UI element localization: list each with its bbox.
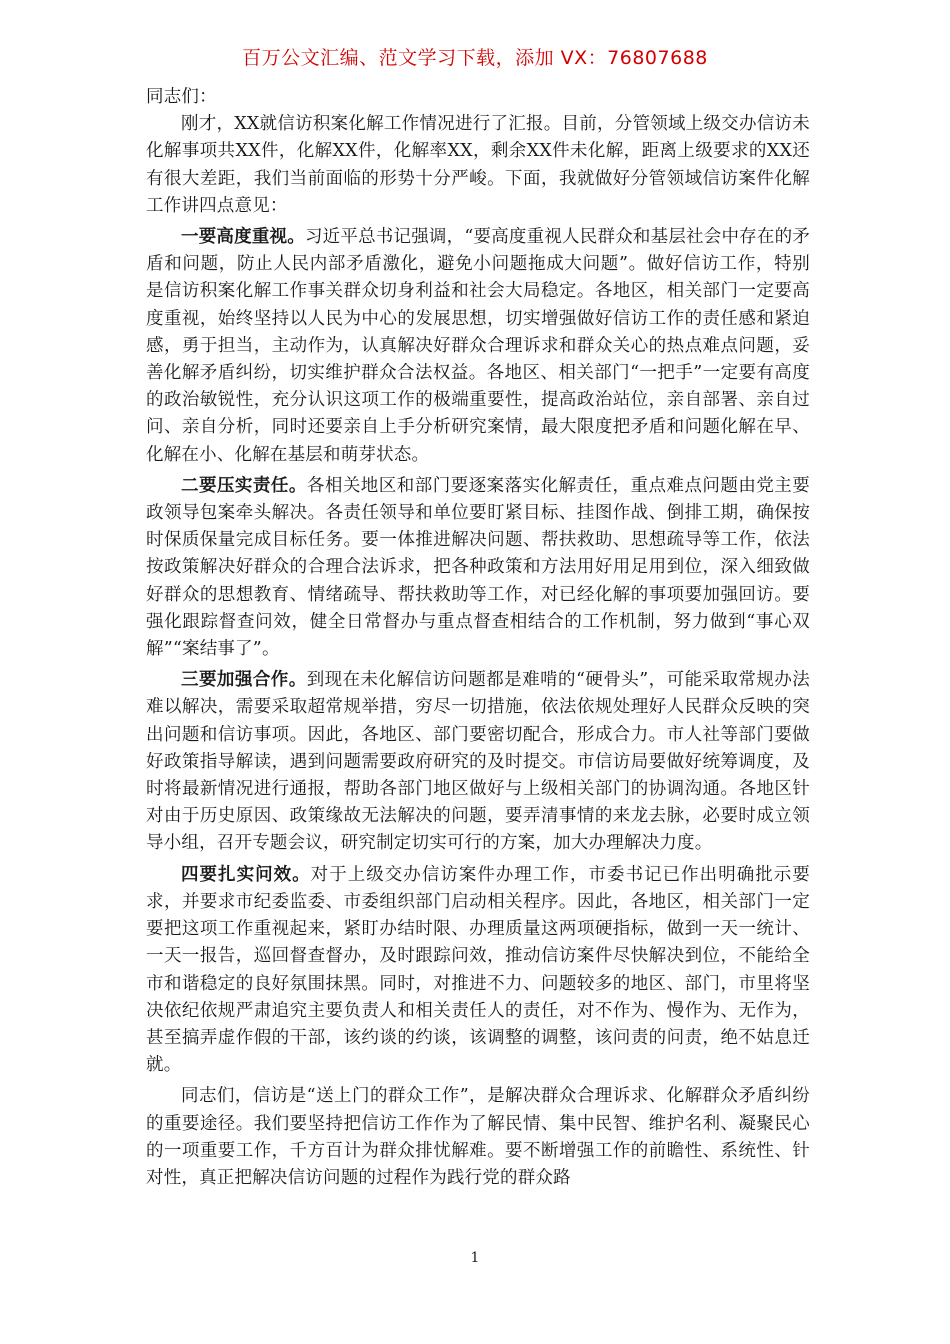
section-paragraph-2 xyxy=(146,473,810,663)
section-paragraph-4 xyxy=(146,862,810,1080)
salutation: 同志们： xyxy=(146,87,217,107)
promo-banner: 百万公文汇编、范文学习下载，添加 VX：76807688 xyxy=(242,47,708,69)
section-heading-2: 二要压实责任。 xyxy=(181,475,307,496)
page-number: 1 xyxy=(470,1250,480,1266)
section-body-3: 到现在未化解信访问题都是难啃的“硬骨头”，可能采取常规办法难以解决，需要采取超常规举措，穷尽一切措施，依法依规处理好人民群众反映的突出问题和信访事项。因此，各地区、部门要密切配合，形成合力。市人社等部门要做好政策指导解读，遇到问题需要政府研究的及时提交。市信访局要做好统筹调度，及时将最新情况进行通报，帮助各部门地区做好与上级相关部门的协调沟通。各地区针对由于历史原因、政策缘故无法解决的问题，要弄清事情的来龙去脉，必要时成立领导小组，召开专题会议，研究制定切实可行的方案，加大办理解决力度。 xyxy=(146,670,810,854)
intro-paragraph: 刚才，XX就信访积案化解工作情况进行了汇报。目前，分管领域上级交办信访未化解事项共XX件，化解XX件，化解率XX，剩余XX件未化解，距离上级要求的XX还有很大差距，我们当前面临的形势十分严峻。下面，我就做好分管领域信访案件化解工作讲四点意见： xyxy=(146,114,810,216)
document-body xyxy=(146,84,810,1192)
closing-paragraph: 同志们，信访是“送上门的群众工作”，是解决群众合理诉求、化解群众矛盾纠纷的重要途径。我们要坚持把信访工作作为了解民情、集中民智、维护名利、凝聚民心的一项重要工作，千方百计为群众排忧解难。要不断增强工作的前瞻性、系统性、针对性，真正把解决信访问题的过程作为践行党的群众路 xyxy=(146,1086,810,1188)
section-heading-1: 一要高度重视。 xyxy=(181,227,305,248)
section-heading-3: 三要加强合作。 xyxy=(181,670,307,691)
section-paragraph-1 xyxy=(146,224,810,469)
section-heading-4: 四要扎实问效。 xyxy=(181,864,311,885)
section-body-4: 对于上级交办信访案件办理工作，市委书记已作出明确批示要求，并要求市纪委监委、市委组织部门启动相关程序。因此，各地区，相关部门一定要把这项工作重视起来，紧盯办结时限、办理质量这两项硬指标，做到一天一统计、一天一报告，巡回督查督办，及时跟踪问效，推动信访案件尽快解决到位，不能给全市和谐稳定的良好氛围抹黑。同时，对推进不力、问题较多的地区、部门，市里将坚决依纪依规严肃追究主要负责人和相关责任人的责任，对不作为、慢作为、无作为，甚至搞弄虚作假的干部，该约谈的约谈，该调整的调整，该问责的问责，绝不姑息迁就。 xyxy=(146,864,810,1076)
section-paragraph-3 xyxy=(146,667,810,857)
section-body-1: 习近平总书记强调，“要高度重视人民群众和基层社会中存在的矛盾和问题，防止人民内部矛盾激化，避免小问题拖成大问题”。做好信访工作，特别是信访积案化解工作事关群众切身利益和社会大局稳定。各地区，相关部门一定要高度重视，始终坚持以人民为中心的发展思想，切实增强做好信访工作的责任感和紧迫感，勇于担当，主动作为，认真解决好群众合理诉求和群众关心的热点难点问题，妥善化解矛盾纠纷，切实维护群众合法权益。各地区、相关部门“一把手”一定要有高度的政治敏锐性，充分认识这项工作的极端重要性，提高政治站位，亲自部署、亲自过问、亲自分析，同时还要亲自上手分析研究案情，最大限度把矛盾和问题化解在早、化解在小、化解在基层和萌芽状态。 xyxy=(146,227,810,465)
section-body-2: 各相关地区和部门要逐案落实化解责任，重点难点问题由党主要政领导包案牵头解决。各责任领导和单位要盯紧目标、挂图作战、倒排工期，确保按时保质保量完成目标任务。要一体推进解决问题、帮扶救助、思想疏导等工作，依法按政策解决好群众的合理合法诉求，把各种政策和方法用好用足用到位，深入细致做好群众的思想教育、情绪疏导、帮扶救助等工作，对已经化解的事项要加强回访。要强化跟踪督查问效，健全日常督办与重点督查相结合的工作机制，努力做到“事心双解”“案结事了”。 xyxy=(146,475,810,660)
